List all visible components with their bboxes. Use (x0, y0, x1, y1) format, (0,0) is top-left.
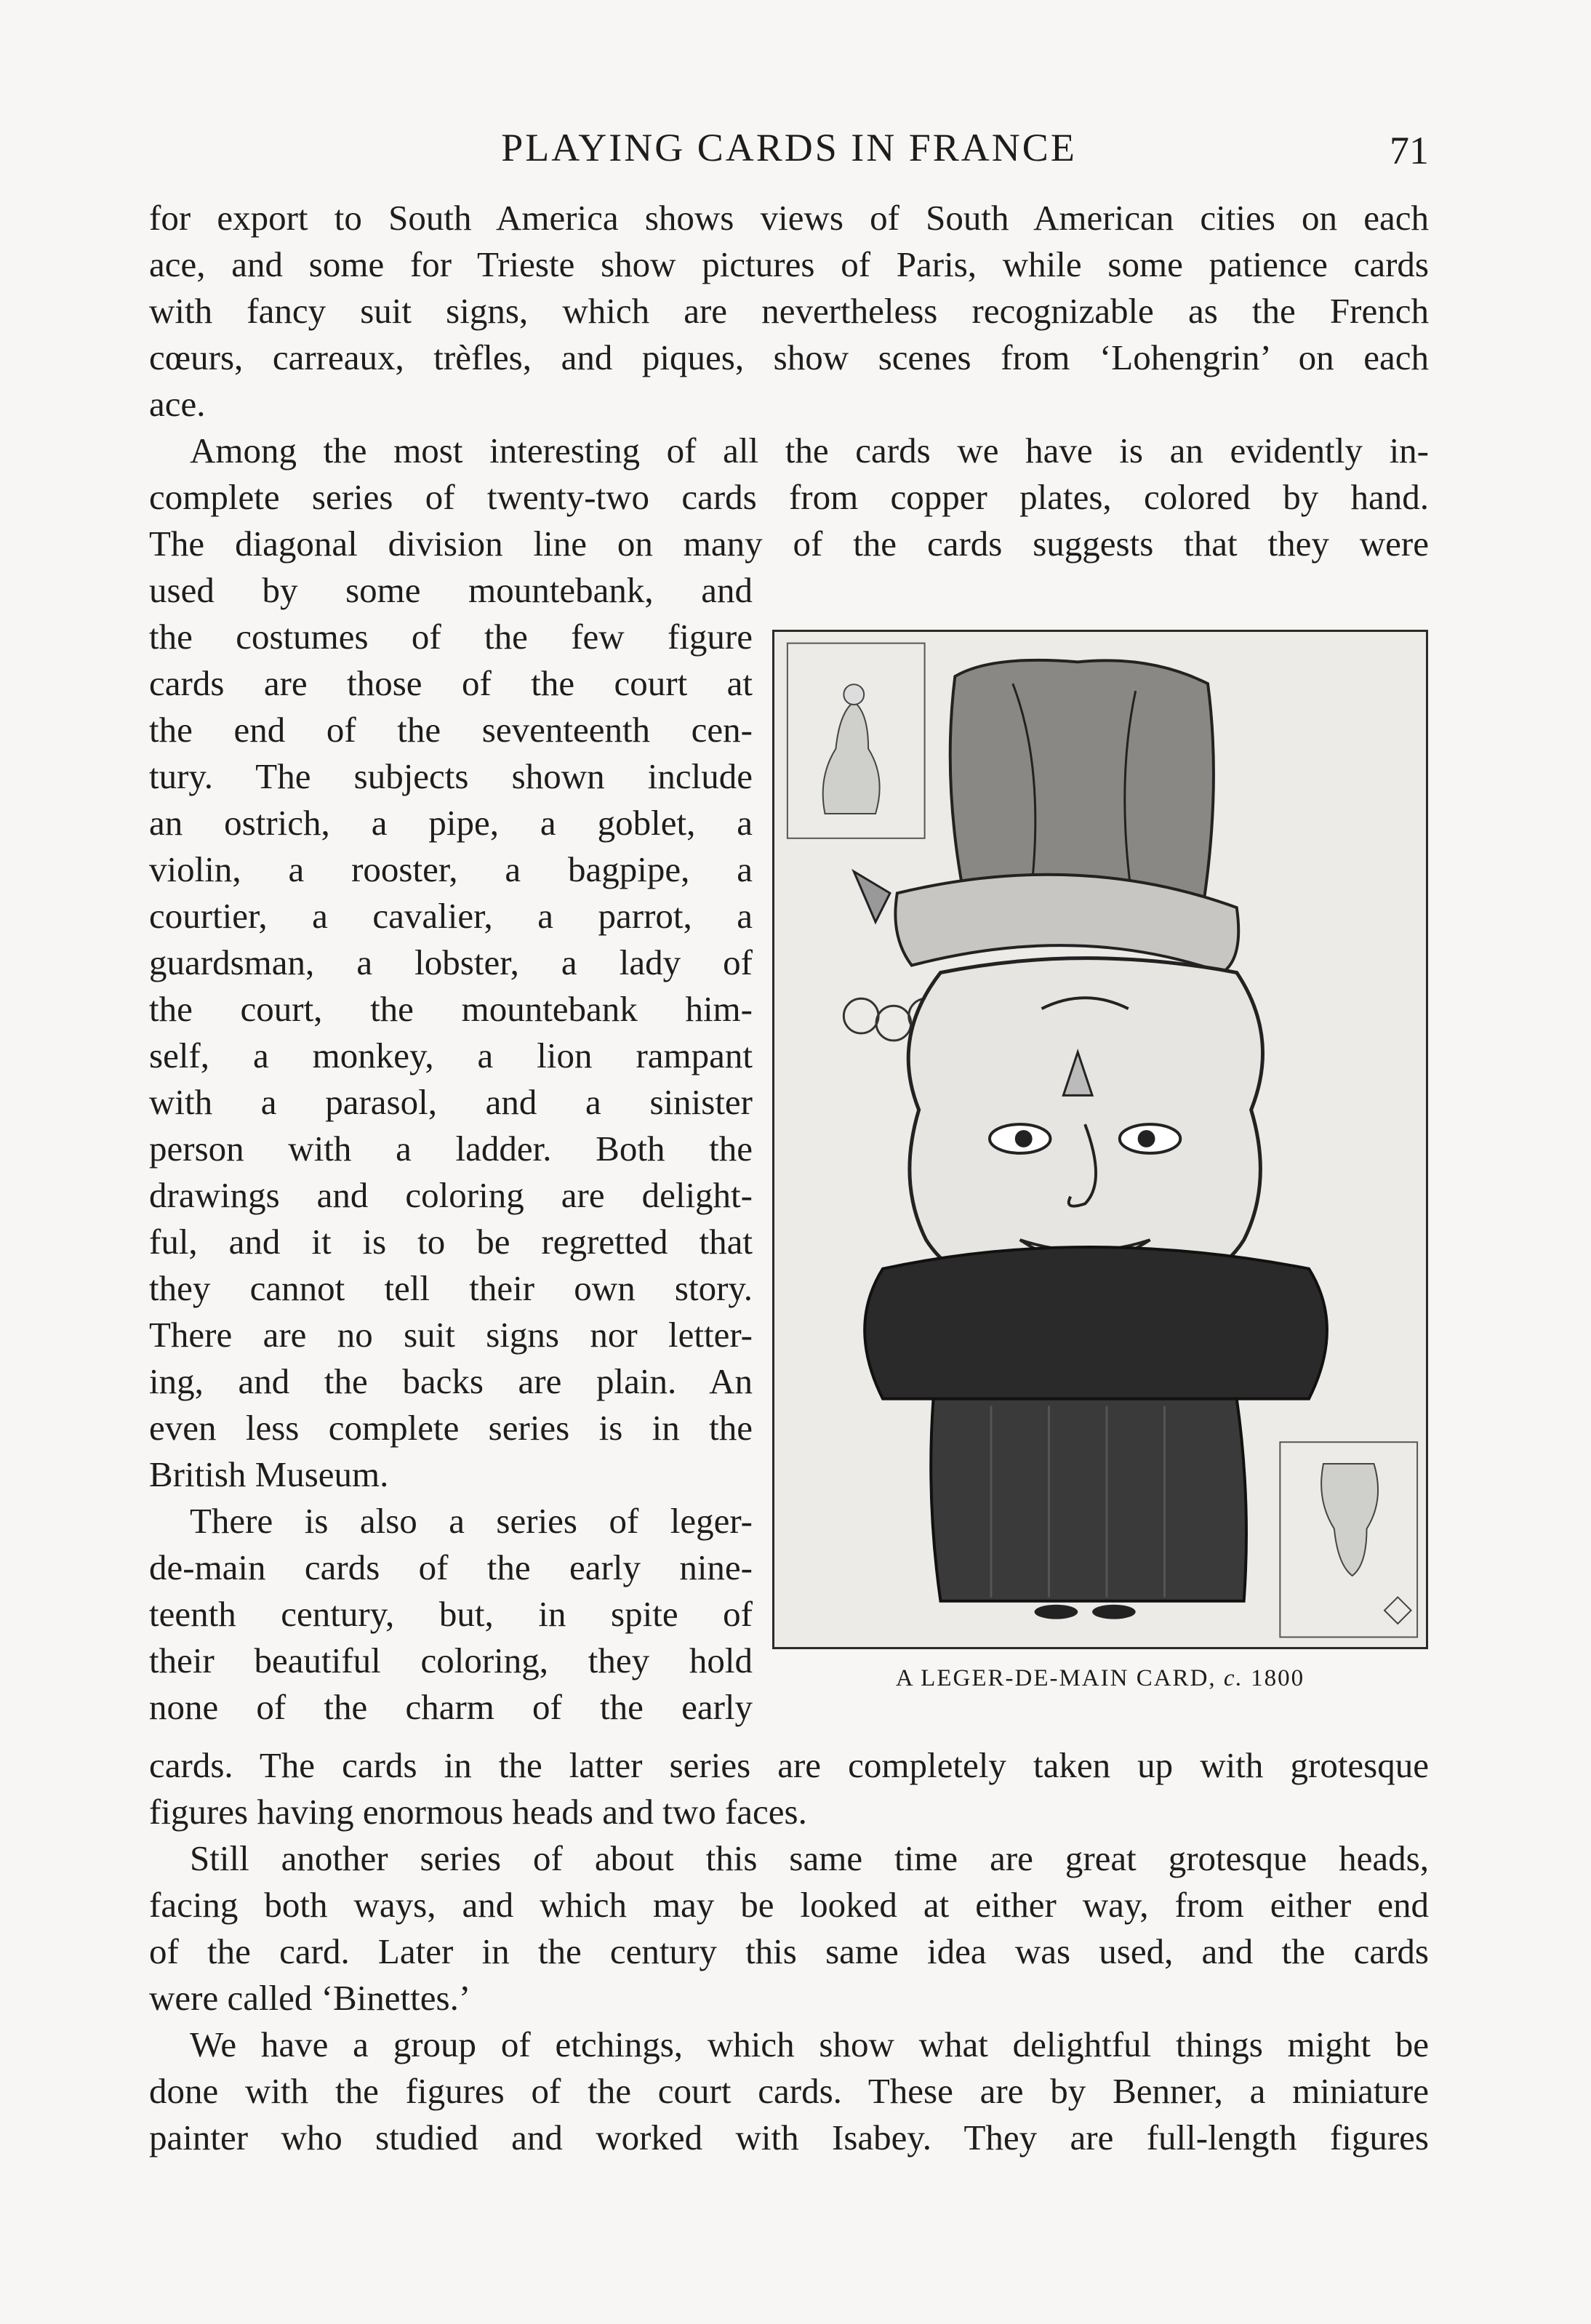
leger-de-main-card-illustration (772, 630, 1428, 1649)
running-title: PLAYING CARDS IN FRANCE (501, 126, 1077, 169)
page-number: 71 (1390, 129, 1429, 172)
text-line: Still another series of about this same time are great grotesque heads, (190, 1838, 1429, 1878)
text-line: ful, and it is to be regretted that (149, 1222, 753, 1262)
caption-circa: c. (1223, 1665, 1243, 1691)
text-line: painter who studied and worked with Isabey. They are full-length figures (149, 2117, 1429, 2157)
text-line: violin, a rooster, a bagpipe, a (149, 849, 753, 889)
text-line: guardsman, a lobster, a lady of (149, 942, 753, 982)
text-line: courtier, a cavalier, a parrot, a (149, 896, 753, 936)
text-line: used by some mountebank, and (149, 570, 753, 610)
card-drawing (774, 632, 1426, 1647)
paragraph-3-bottom (149, 1742, 1429, 1835)
text-line: for export to South America shows views of South American cities on each (149, 198, 1429, 238)
text-line: drawings and coloring are delight- (149, 1175, 753, 1215)
text-line: ace. (149, 384, 206, 424)
paragraph-4 (149, 1835, 1429, 2022)
text-line: their beautiful coloring, they hold (149, 1640, 753, 1680)
text-line: none of the charm of the early (149, 1687, 753, 1727)
text-line: British Museum. (149, 1454, 389, 1494)
text-line: teenth century, but, in spite of (149, 1594, 753, 1634)
text-line: person with a ladder. Both the (149, 1129, 753, 1169)
text-line: were called ‘Binettes.’ (149, 1978, 471, 2018)
paragraph-2-column (149, 567, 753, 1731)
text-line: cœurs, carreaux, trèfles, and piques, show scenes from ‘Lohengrin’ on each (149, 337, 1429, 377)
text-line: We have a group of etchings, which show what delightful things might be (190, 2024, 1429, 2064)
text-line: the end of the seventeenth cen- (149, 710, 753, 750)
text-line: facing both ways, and which may be looked at either way, from either end (149, 1885, 1429, 1925)
text-line: cards. The cards in the latter series are completely taken up with grotesque (149, 1745, 1429, 1785)
running-head (149, 125, 1429, 183)
caption-year: 1800 (1243, 1665, 1305, 1691)
text-line: There is also a series of leger- (190, 1501, 753, 1541)
text-line: self, a monkey, a lion rampant (149, 1035, 753, 1075)
text-line: de-main cards of the early nine- (149, 1547, 753, 1587)
text-line: an ostrich, a pipe, a goblet, a (149, 803, 753, 843)
text-line: of the card. Later in the century this same idea was used, and the cards (149, 1931, 1429, 1971)
text-line: Among the most interesting of all the cards we have is an evidently in- (190, 430, 1429, 470)
text-line: tury. The subjects shown include (149, 756, 753, 796)
text-line: complete series of twenty-two cards from copper plates, colored by hand. (149, 477, 1429, 517)
text-line: ace, and some for Trieste show pictures of Paris, while some patience cards (149, 244, 1429, 284)
text-line: they cannot tell their own story. (149, 1268, 753, 1308)
text-line: the costumes of the few figure (149, 617, 753, 657)
paragraph-1 (149, 195, 1429, 428)
text-line: There are no suit signs nor letter- (149, 1315, 753, 1355)
text-line: figures having enormous heads and two faces. (149, 1792, 807, 1832)
text-line: with a parasol, and a sinister (149, 1082, 753, 1122)
figure-caption (772, 1665, 1428, 1692)
text-line: The diagonal division line on many of the cards suggests that they were (149, 524, 1429, 564)
text-line: even less complete series is in the (149, 1408, 753, 1448)
text-line: ing, and the backs are plain. An (149, 1361, 753, 1401)
caption-main: A LEGER-DE-MAIN CARD, (895, 1665, 1224, 1691)
text-line: cards are those of the court at (149, 663, 753, 703)
text-line: the court, the mountebank him- (149, 989, 753, 1029)
text-line: done with the figures of the court cards. These are by Benner, a miniature (149, 2071, 1429, 2111)
paragraph-5 (149, 2022, 1429, 2161)
paragraph-2-top (149, 428, 1429, 567)
text-line: with fancy suit signs, which are nevertheless recognizable as the French (149, 291, 1429, 331)
